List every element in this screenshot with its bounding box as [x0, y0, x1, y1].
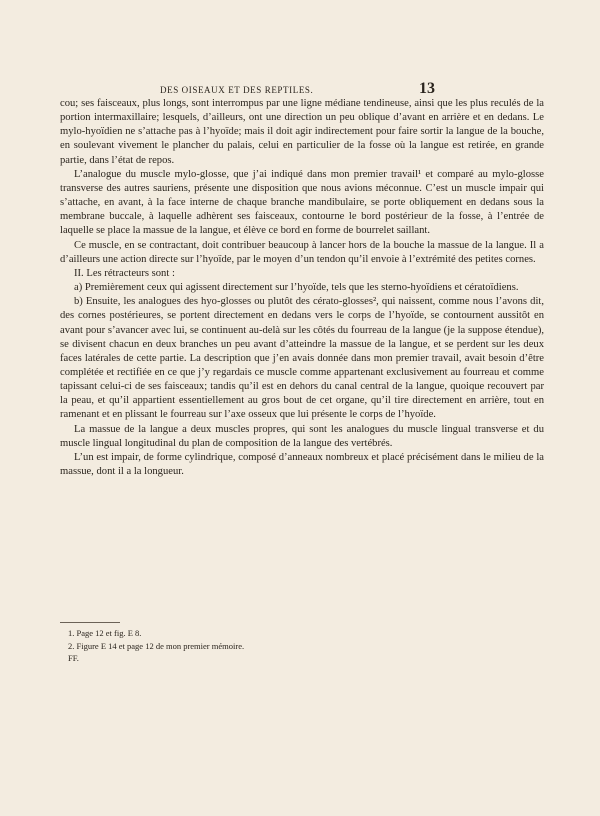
body-text	[60, 97, 544, 479]
paragraph: cou; ses faisceaux, plus longs, sont interrompus par une ligne médiane tendineuse, ainsi que les plus reculés de la portion intermaxillaire; lesquels, d’ailleurs, ont une direction un peu oblique d’avant en arrière et en dedans. Le mylo-hyoïdien ne s’attache pas à l’hyoïde; mais il doit agir indirectement pour faire sortir la langue de la bouche, en soulevant vivement le plancher du palais, celui en particulier de la fosse où la langue est retirée, en grande partie, dans l’état de repos.	[60, 98, 544, 166]
footnotes	[60, 627, 544, 665]
footnote: 1. Page 12 et fig. E 8.	[68, 628, 142, 638]
running-header	[160, 80, 435, 98]
page-number: 13	[419, 80, 435, 97]
paragraph: L’un est impair, de forme cylindrique, composé d’anneaux nombreux et placé précisément dans le milieu de la massue, dont il a la longueur.	[60, 451, 544, 478]
paragraph: a) Premièrement ceux qui agissent directement sur l’hyoïde, tels que les sterno-hyoïdiens et cératoïdiens.	[74, 282, 519, 294]
paragraph: II. Les rétracteurs sont :	[74, 267, 175, 279]
running-title: DES OISEAUX ET DES REPTILES.	[160, 85, 314, 95]
paragraph: b) Ensuite, les analogues des hyo-glosses ou plutôt des cérato-glosses², qui naissent, comme nous l’avons dit, des cornes postérieures, se portent directement en dedans vers le corps de l’hyoïde, se contournent aussitôt en avant pour s’avancer avec lui, se continuent au-delà sur les côtés du fourreau de la langue (je la suppose étendue), se divisent chacun en deux branches un peu avant d’atteindre la massue de la langue, et se perdent sur les deux faces latérales de cette partie. La description que j’en avais donnée dans mon premier travail, avait besoin d’être complétée et rectifiée en ce que j’y regardais ce muscle comme appartenant exclusivement au fourreau et comme tapissant celui-ci de ses faisceaux; tandis qu’il est en dehors du canal central de la langue, quoique recouvert par la peau, et qu’il appartient essentiellement au gros bout de cet organe, qu’il tire directement en arrière, tout en ramenant et en plissant le fourreau sur l’axe osseux que lui présente le corps de l’hyoïde.	[60, 296, 544, 421]
footnote: 2. Figure E 14 et page 12 de mon premier mémoire.	[68, 640, 245, 651]
paragraph: Ce muscle, en se contractant, doit contribuer beaucoup à lancer hors de la bouche la massue de la langue. Il a d’ailleurs une action directe sur l’hyoïde, par le moyen d’un tendon qu’il envoie à l’extrémité des petites cornes.	[60, 239, 544, 265]
paragraph: La massue de la langue a deux muscles propres, qui sont les analogues du muscle lingual transverse et du muscle lingual longitudinal du plan de composition de la langue des vertébrés.	[60, 423, 544, 449]
footnote-divider	[60, 622, 120, 623]
paragraph: L’analogue du muscle mylo-glosse, que j’ai indiqué dans mon premier travail¹ et comparé au mylo-glosse transverse des autres sauriens, présente une disposition que nous avions méconnue. C’est un muscle impair qui s’attache, en avant, à la face interne de chaque branche mandibulaire, se porte obliquement en dedans sous la membrane buccale, à laquelle adhèrent ses faisceaux, contourne le bord postérieur de la fosse, à l’entrée de laquelle se place la massue de la langue, et élève ce bord en forme de bourrelet saillant.	[60, 168, 544, 237]
signature-mark: FF.	[68, 653, 79, 663]
